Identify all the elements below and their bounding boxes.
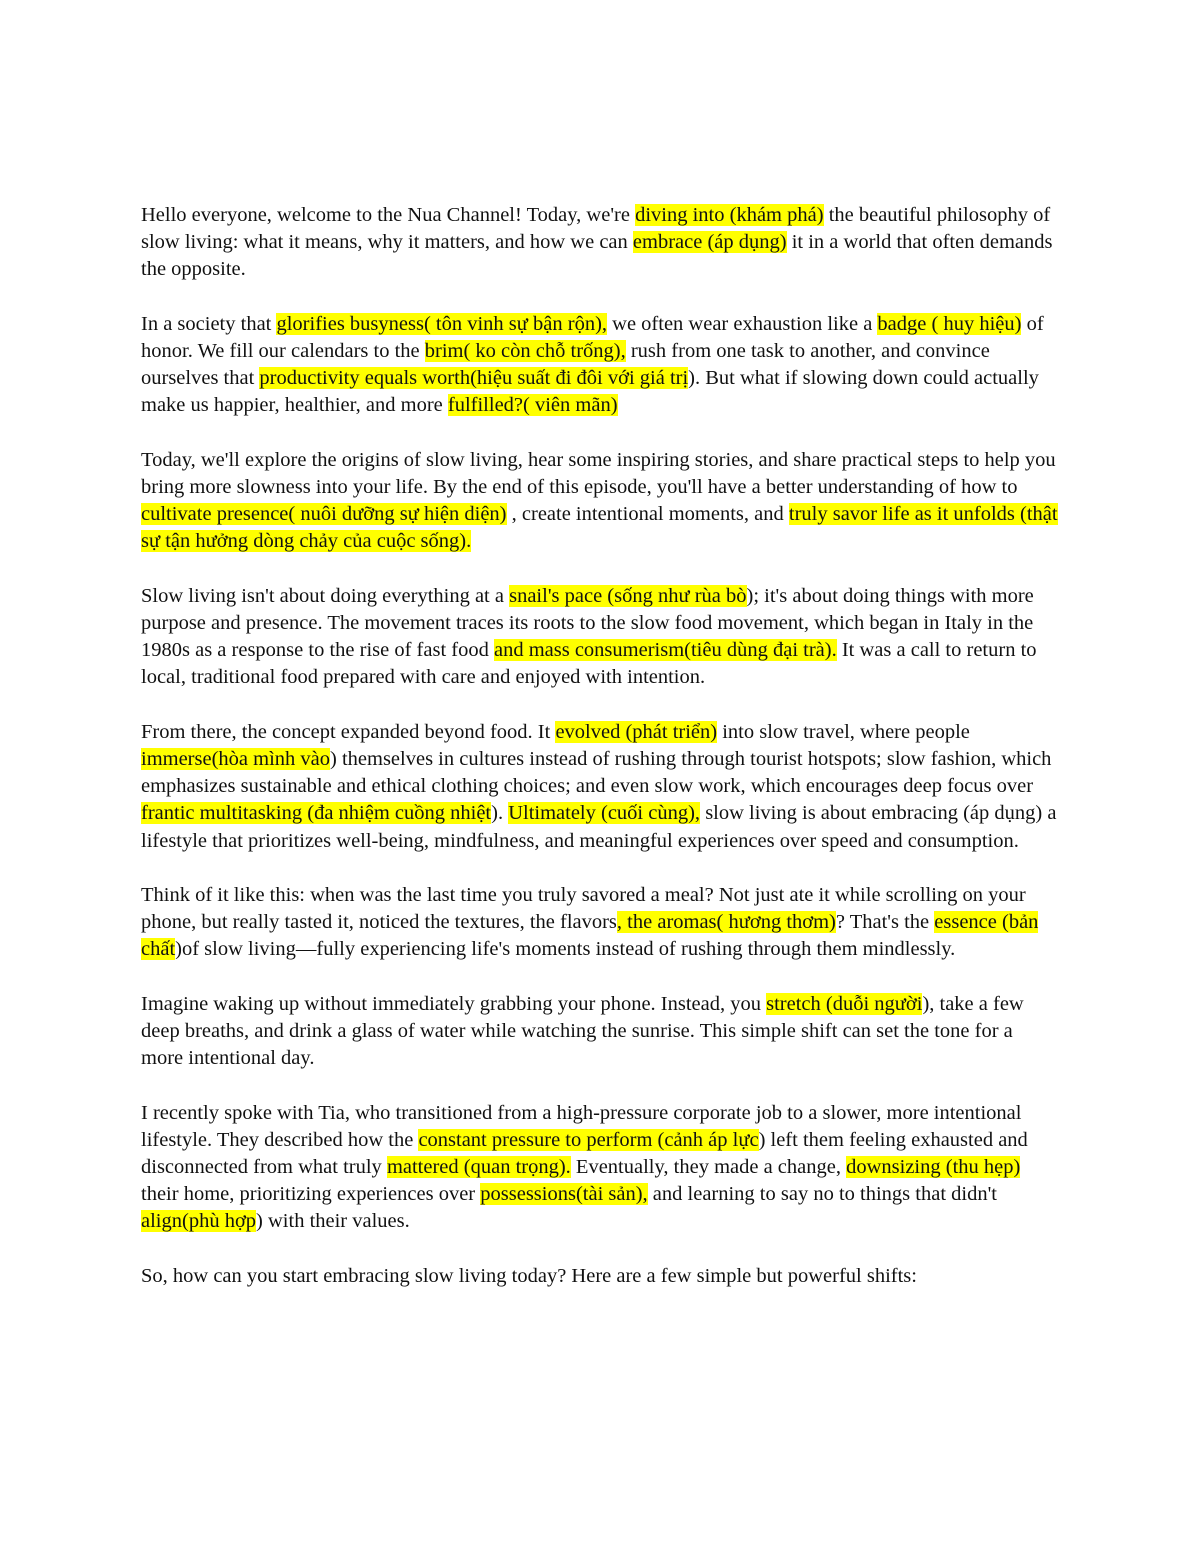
paragraph-9 xyxy=(141,1263,1059,1290)
body-text: I recently spoke with Tia, who transitioned from a high-pressure corporate job to a slower, more intentional lifestyle. They described how the xyxy=(141,1101,1022,1151)
highlighted-phrase: cultivate presence( nuôi dưỡng sự hiện diện) xyxy=(141,503,507,526)
paragraph-4 xyxy=(141,583,1059,692)
body-text: ). xyxy=(491,802,509,825)
body-text: rush from one task to another, and convince ourselves that xyxy=(141,340,990,390)
body-text: ) themselves in cultures instead of rushing through tourist hotspots; slow fashion, which emphasizes sustainable and ethical clothing choices; and even slow work, which encourages deep focus over xyxy=(141,748,1052,798)
body-text: we often wear exhaustion like a xyxy=(607,312,878,335)
body-text: ). But what if slowing down could actually make us happier, healthier, and more xyxy=(141,367,1039,417)
highlighted-phrase: , the aromas( hương thơm) xyxy=(616,911,836,934)
body-text: of honor. We fill our calendars to the xyxy=(141,312,1044,362)
highlighted-phrase: productivity equals worth(hiệu suất đi đôi với giá trị xyxy=(259,367,689,390)
document-body xyxy=(141,202,1059,1317)
body-text: )of slow living—fully experiencing life's moments instead of rushing through them mindlessly. xyxy=(175,938,956,961)
body-text: ); it's about doing things with more purpose and presence. The movement traces its roots to the slow food movement, which began in Italy in the 1980s as a response to the rise of fast food xyxy=(141,584,1034,662)
body-text: So, how can you start embracing slow living today? Here are a few simple but powerful shifts: xyxy=(141,1264,917,1287)
paragraph-1 xyxy=(141,202,1059,284)
body-text: ) left them feeling exhausted and disconnected from what truly xyxy=(141,1128,1028,1178)
highlighted-phrase: fulfilled?( viên mãn) xyxy=(447,394,618,417)
highlighted-phrase: and mass consumerism(tiêu dùng đại trà). xyxy=(493,639,837,662)
body-text: From there, the concept expanded beyond food. It xyxy=(141,720,556,743)
highlighted-phrase: brim( ko còn chỗ trống), xyxy=(424,340,626,362)
body-text: In a society that xyxy=(141,312,277,335)
body-text: ) with their values. xyxy=(256,1210,410,1233)
highlighted-phrase: align(phù hợp xyxy=(141,1210,257,1233)
body-text: it in a world that often demands the opposite. xyxy=(141,231,1053,281)
highlighted-phrase: badge ( huy hiệu) xyxy=(877,312,1022,335)
paragraph-7 xyxy=(141,991,1059,1073)
body-text: Slow living isn't about doing everything at a xyxy=(141,584,510,607)
highlighted-phrase: stretch (duỗi người xyxy=(766,992,923,1015)
highlighted-phrase: truly savor life as it unfolds (thật sự tận hưởng dòng chảy của cuộc sống). xyxy=(141,503,1058,553)
body-text: ), take a few deep breaths, and drink a glass of water while watching the sunrise. This simple shift can set the tone for a more intentional day. xyxy=(141,992,1024,1070)
paragraph-5 xyxy=(141,719,1059,855)
highlighted-phrase: diving into (khám phá) xyxy=(635,204,824,226)
body-text: Eventually, they made a change, xyxy=(570,1156,847,1178)
highlighted-phrase: embrace (áp dụng) xyxy=(632,231,787,254)
highlighted-phrase: downsizing (thu hẹp) xyxy=(846,1156,1021,1178)
body-text: Think of it like this: when was the last time you truly savored a meal? Not just ate it while scrolling on your phone, but really tasted it, noticed the textures, the flavors xyxy=(141,884,1026,934)
paragraph-6 xyxy=(141,882,1059,964)
highlighted-phrase: snail's pace (sống như rùa bò xyxy=(509,584,747,607)
highlighted-phrase: essence (bản chất xyxy=(141,911,1039,961)
body-text: Imagine waking up without immediately grabbing your phone. Instead, you xyxy=(141,992,767,1015)
highlighted-phrase: immerse(hòa mình vào xyxy=(141,748,331,770)
body-text: into slow travel, where people xyxy=(717,720,970,743)
highlighted-phrase: possessions(tài sản), xyxy=(480,1183,648,1206)
highlighted-phrase: glorifies busyness( tôn vinh sự bận rộn), xyxy=(276,312,608,335)
body-text: It was a call to return to local, traditional food prepared with care and enjoyed with intention. xyxy=(141,639,1037,689)
highlighted-phrase: frantic multitasking (đa nhiệm cuồng nhiệt xyxy=(141,802,492,825)
highlighted-phrase: evolved (phát triển) xyxy=(555,720,718,743)
paragraph-8 xyxy=(141,1100,1059,1236)
body-text: the beautiful philosophy of slow living: what it means, why it matters, and how we can xyxy=(141,204,1051,254)
body-text: , create intentional moments, and xyxy=(506,503,789,526)
body-text: Hello everyone, welcome to the Nua Channel! Today, we're xyxy=(141,204,636,226)
body-text: ? That's the xyxy=(835,911,935,934)
body-text: their home, prioritizing experiences over xyxy=(141,1183,481,1206)
highlighted-phrase: mattered (quan trọng). xyxy=(386,1156,571,1178)
paragraph-2 xyxy=(141,311,1059,420)
highlighted-phrase: Ultimately (cuối cùng), xyxy=(508,802,701,825)
paragraph-3 xyxy=(141,447,1059,556)
body-text: slow living is about embracing (áp dụng) a lifestyle that prioritizes well-being, mindfulness, and meaningful experiences over speed and consumption. xyxy=(141,802,1057,852)
highlighted-phrase: constant pressure to perform (cảnh áp lực xyxy=(418,1128,759,1151)
body-text: and learning to say no to things that didn't xyxy=(647,1183,997,1206)
body-text: Today, we'll explore the origins of slow living, hear some inspiring stories, and share practical steps to help you bring more slowness into your life. By the end of this episode, you'll have a better understanding of how to xyxy=(141,448,1056,498)
